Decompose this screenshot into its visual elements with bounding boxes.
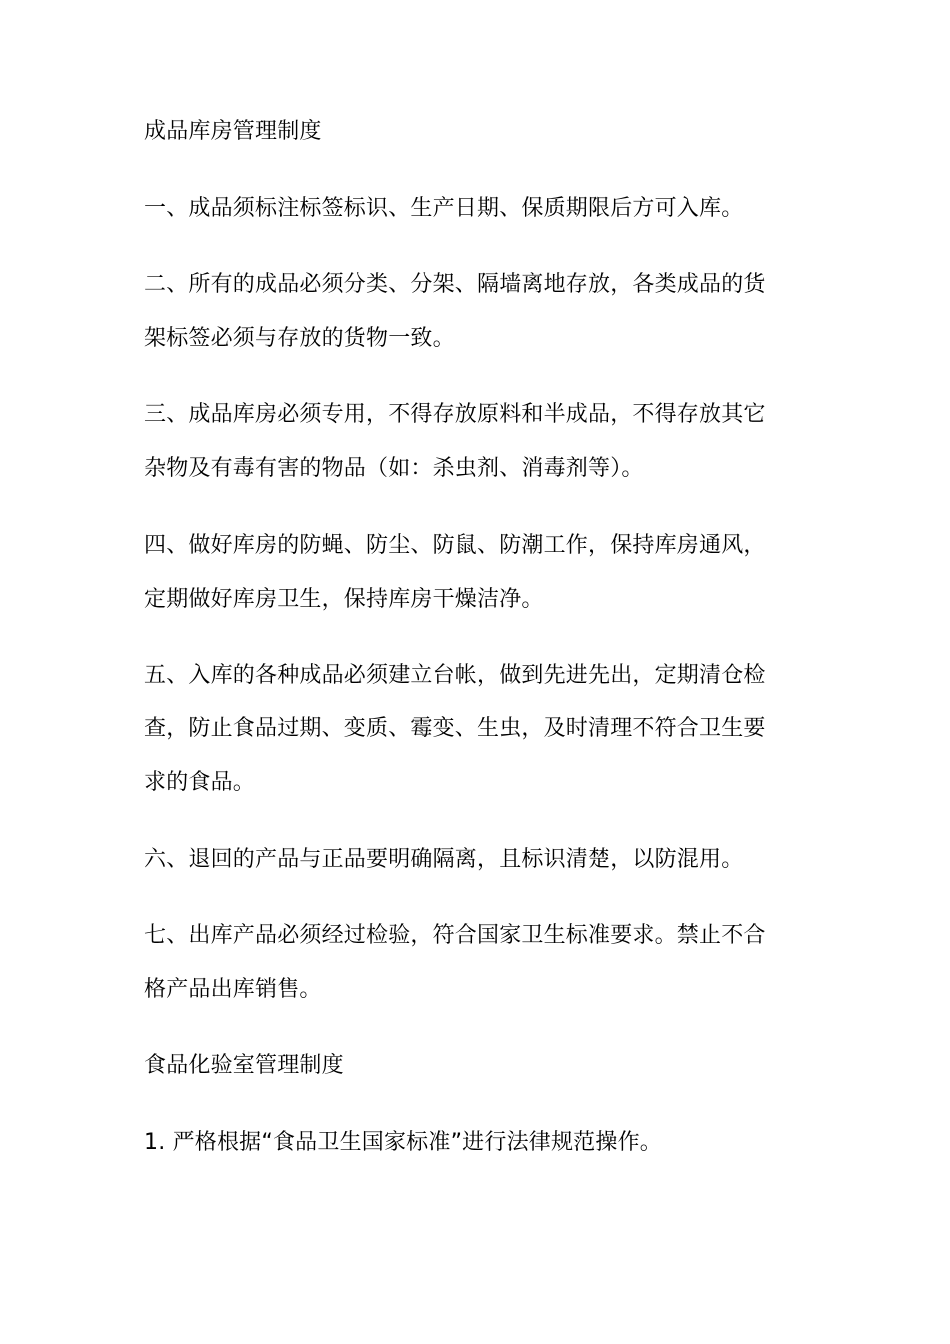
rule-item-2-line-1: 二、所有的成品必须分类、分架、隔墙离地存放，各类成品的货 xyxy=(144,272,766,297)
rule-item-5-line-2: 查，防止食品过期、变质、霉变、生虫，及时清理不符合卫生要 xyxy=(144,716,766,741)
rule-item-5-line-1: 五、入库的各种成品必须建立台帐，做到先进先出，定期清仓检 xyxy=(144,663,766,688)
rule-item-4-line-1: 四、做好库房的防蝇、防尘、防鼠、防潮工作，保持库房通风， xyxy=(144,533,766,558)
rule-item-3-line-2: 杂物及有毒有害的物品（如：杀虫剂、消毒剂等）。 xyxy=(144,456,644,481)
rule-item-6-line-1: 六、退回的产品与正品要明确隔离，且标识清楚，以防混用。 xyxy=(144,847,744,872)
lab-rule-item-1: 1. 严格根据“食品卫生国家标准”进行法律规范操作。 xyxy=(144,1130,662,1155)
rule-item-2-line-2: 架标签必须与存放的货物一致。 xyxy=(144,326,455,351)
rule-item-7-line-2: 格产品出库销售。 xyxy=(144,977,322,1002)
rule-item-5-line-3: 求的食品。 xyxy=(144,770,256,795)
section-title-lab: 食品化验室管理制度 xyxy=(144,1053,344,1078)
rule-item-3-line-1: 三、成品库房必须专用，不得存放原料和半成品，不得存放其它 xyxy=(144,402,766,427)
rule-item-1-line-1: 一、成品须标注标签标识、生产日期、保质期限后方可入库。 xyxy=(144,196,744,221)
section-title-warehouse: 成品库房管理制度 xyxy=(144,119,322,144)
rule-item-7-line-1: 七、出库产品必须经过检验，符合国家卫生标准要求。禁止不合 xyxy=(144,923,766,948)
rule-item-4-line-2: 定期做好库房卫生，保持库房干燥洁净。 xyxy=(144,587,544,612)
